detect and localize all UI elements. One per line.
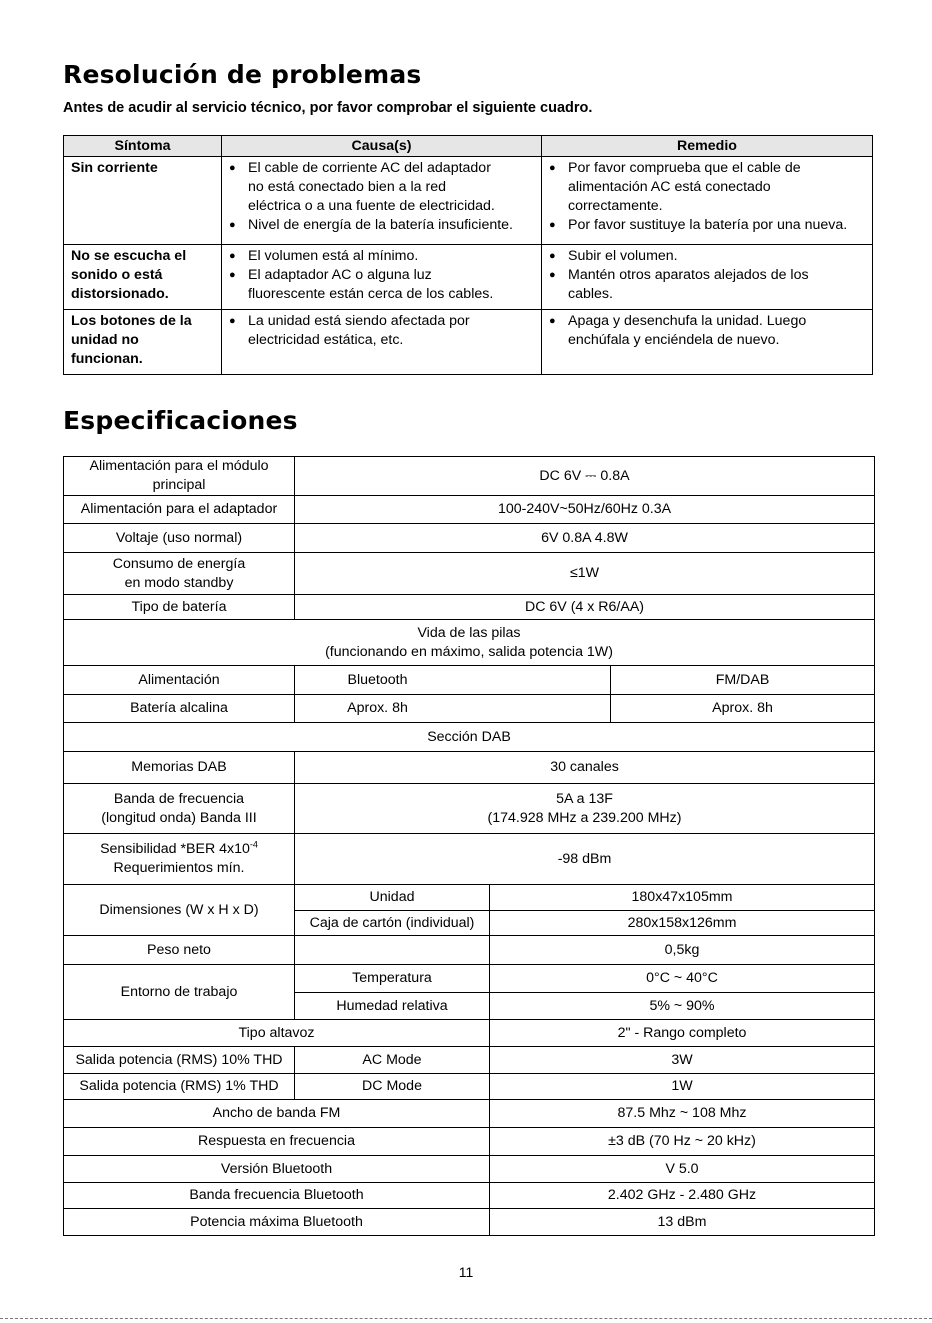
spec-value-line: (174.928 MHz a 239.200 MHz) [487, 809, 682, 826]
spec-label: Dimensiones (W x H x D) [64, 885, 295, 936]
spec-value: 2.402 GHz - 2.480 GHz [490, 1183, 875, 1209]
spec-value: 180x47x105mm [490, 885, 875, 911]
remedy-line: cables. [568, 286, 613, 302]
page-bottom-divider [0, 1318, 932, 1319]
spec-row [64, 1074, 875, 1100]
spec-label [64, 457, 295, 496]
spec-row [64, 1047, 875, 1074]
spec-label: Potencia máxima Bluetooth [64, 1209, 490, 1236]
spec-label: Tipo de batería [64, 595, 295, 620]
symptom-cell [64, 310, 222, 375]
spec-section-heading [64, 620, 875, 666]
spec-label: Respuesta en frecuencia [64, 1128, 490, 1156]
spec-value-line: 5A a 13F [556, 790, 613, 807]
cause-line: ● La unidad está siendo afectada por [248, 313, 470, 329]
spec-sublabel: DC Mode [295, 1074, 490, 1100]
spec-label [64, 553, 295, 595]
spec-value: DC 6V ⎓ 0.8A [295, 457, 875, 496]
spec-value: ±3 dB (70 Hz ~ 20 kHz) [490, 1128, 875, 1156]
spec-value: 280x158x126mm [490, 911, 875, 936]
spec-label: Tipo altavoz [64, 1020, 490, 1047]
remedy-line: correctamente. [568, 198, 663, 214]
spec-empty-cell [295, 936, 490, 965]
spec-sublabel: Temperatura [295, 965, 490, 993]
remedy-line: ● Por favor sustituye la batería por una nueva. [568, 217, 848, 233]
cause-line: ● El cable de corriente AC del adaptador [248, 160, 491, 176]
spec-value: ≤1W [295, 553, 875, 595]
spec-row [64, 1020, 875, 1047]
spec-row [64, 553, 875, 595]
spec-label-line [67, 840, 291, 859]
spec-label-line: Banda de frecuencia [113, 790, 245, 807]
spec-sublabel: AC Mode [295, 1047, 490, 1074]
table-row [64, 157, 873, 245]
specifications-title: Especificaciones [63, 406, 298, 435]
spec-value: 5% ~ 90% [490, 993, 875, 1020]
table-row [64, 310, 873, 375]
heading-line: (funcionando en máximo, salida potencia 1W) [325, 643, 613, 660]
spec-label-line: (longitud onda) Banda III [101, 809, 257, 826]
spec-row [64, 457, 875, 496]
spec-row [64, 524, 875, 553]
table-row [64, 245, 873, 310]
header-remedy: Remedio [542, 136, 873, 157]
spec-value: 2" - Rango completo [490, 1020, 875, 1047]
spec-row [64, 784, 875, 834]
spec-row [64, 1156, 875, 1183]
symptom-line: funcionan. [71, 351, 143, 367]
spec-label-line: Consumo de energía [112, 555, 246, 572]
spec-value: 6V 0.8A 4.8W [295, 524, 875, 553]
spec-row [64, 1128, 875, 1156]
cause-item [229, 247, 537, 266]
spec-label-line: Alimentación para el módulo [89, 458, 269, 474]
spec-value: 0,5kg [490, 936, 875, 965]
cause-line: ● El volumen está al mínimo. [248, 248, 419, 264]
spec-value: 0°C ~ 40°C [490, 965, 875, 993]
spec-value: 3W [490, 1047, 875, 1074]
spec-sublabel: Unidad [295, 885, 490, 911]
remedy-line: ● Por favor comprueba que el cable de [568, 160, 801, 176]
spec-value-bluetooth [295, 695, 611, 723]
spec-value: -98 dBm [295, 834, 875, 885]
spec-label: Alimentación [64, 666, 295, 695]
causes-cell [222, 157, 542, 245]
spec-label-line: Requerimientos mín. [113, 860, 245, 876]
spec-row [64, 496, 875, 524]
spec-label: Salida potencia (RMS) 1% THD [64, 1074, 295, 1100]
remedy-line: ● Apaga y desenchufa la unidad. Luego [568, 313, 807, 329]
spec-value: 30 canales [295, 752, 875, 784]
symptom-line: sonido o está [71, 267, 163, 283]
spec-label-line: principal [152, 477, 206, 493]
spec-label-line: en modo standby [124, 574, 234, 591]
troubleshooting-title: Resolución de problemas [63, 60, 422, 89]
cause-line: no está conectado bien a la red [248, 179, 446, 195]
troubleshooting-header-row [64, 136, 873, 157]
symptom-cell [64, 157, 222, 245]
cause-item [229, 159, 537, 216]
remedy-item [549, 216, 868, 235]
cause-line: electricidad estática, etc. [248, 332, 404, 348]
spec-label: Banda frecuencia Bluetooth [64, 1183, 490, 1209]
spec-value-fm: FM/DAB [611, 666, 875, 695]
spec-label: Ancho de banda FM [64, 1100, 490, 1128]
dab-section-heading: Sección DAB [64, 723, 875, 752]
spec-label: Batería alcalina [64, 695, 295, 723]
spec-value [295, 784, 875, 834]
spec-value: 100-240V~50Hz/60Hz 0.3A [295, 496, 875, 524]
spec-row [64, 1100, 875, 1128]
heading-line: Vida de las pilas [417, 624, 521, 641]
spec-row [64, 834, 875, 885]
spec-section-heading [64, 723, 875, 752]
troubleshooting-table [63, 135, 873, 375]
page-number: 11 [458, 1264, 474, 1280]
spec-row [64, 752, 875, 784]
spec-label: Entorno de trabajo [64, 965, 295, 1020]
symptom-line: unidad no [71, 332, 139, 348]
battery-life-heading [64, 620, 875, 666]
remedy-cell [542, 245, 873, 310]
cause-line: ● Nivel de energía de la batería insuficiente. [248, 217, 513, 233]
spec-row [64, 595, 875, 620]
cell-text: Bluetooth [347, 671, 408, 688]
sensitivity-exponent: -4 [249, 839, 258, 850]
spec-label: Alimentación para el adaptador [64, 496, 295, 524]
cell-text: Aprox. 8h [347, 700, 408, 716]
causes-cell [222, 310, 542, 375]
spec-sublabel: Humedad relativa [295, 993, 490, 1020]
cause-item [229, 216, 537, 235]
remedy-item [549, 159, 868, 216]
spec-value: V 5.0 [490, 1156, 875, 1183]
remedy-line: alimentación AC está conectado [568, 179, 771, 195]
spec-row [64, 666, 875, 695]
spec-value: 87.5 Mhz ~ 108 Mhz [490, 1100, 875, 1128]
remedy-line: ● Mantén otros aparatos alejados de los [568, 267, 809, 283]
remedy-line: enchúfala y enciéndela de nuevo. [568, 332, 780, 348]
cause-line: ● El adaptador AC o alguna luz [248, 267, 432, 283]
specifications-table [63, 456, 875, 1236]
cause-line: fluorescente están cerca de los cables. [248, 286, 494, 302]
header-causes: Causa(s) [222, 136, 542, 157]
spec-value-bluetooth [295, 666, 611, 695]
spec-value: 1W [490, 1074, 875, 1100]
cause-line: eléctrica o a una fuente de electricidad. [248, 198, 495, 214]
spec-label: Voltaje (uso normal) [64, 524, 295, 553]
spec-row [64, 695, 875, 723]
spec-value: 13 dBm [490, 1209, 875, 1236]
symptom-line: distorsionado. [71, 286, 169, 302]
spec-row [64, 936, 875, 965]
remedy-cell [542, 157, 873, 245]
spec-label [64, 784, 295, 834]
symptom-line: No se escucha el [71, 248, 187, 264]
remedy-item [549, 312, 868, 350]
symptom-cell [64, 245, 222, 310]
spec-row [64, 965, 875, 993]
spec-label: Peso neto [64, 936, 295, 965]
symptom-line: Sin corriente [71, 160, 158, 176]
spec-value: DC 6V (4 x R6/AA) [295, 595, 875, 620]
sensitivity-text: Sensibilidad *BER 4x10 [100, 841, 250, 857]
spec-label [64, 834, 295, 885]
header-symptom: Síntoma [64, 136, 222, 157]
remedy-item [549, 247, 868, 266]
cause-item [229, 312, 537, 350]
spec-row [64, 1183, 875, 1209]
spec-label: Salida potencia (RMS) 10% THD [64, 1047, 295, 1074]
cause-item [229, 266, 537, 304]
remedy-line: ● Subir el volumen. [568, 248, 678, 264]
symptom-line: Los botones de la [71, 313, 192, 329]
spec-value-fm: Aprox. 8h [611, 695, 875, 723]
spec-label: Memorias DAB [64, 752, 295, 784]
spec-row [64, 1209, 875, 1236]
spec-label: Versión Bluetooth [64, 1156, 490, 1183]
troubleshooting-intro: Antes de acudir al servicio técnico, por favor comprobar el siguiente cuadro. [63, 100, 593, 116]
spec-sublabel: Caja de cartón (individual) [295, 911, 490, 936]
remedy-item [549, 266, 868, 304]
spec-row [64, 885, 875, 911]
remedy-cell [542, 310, 873, 375]
causes-cell [222, 245, 542, 310]
